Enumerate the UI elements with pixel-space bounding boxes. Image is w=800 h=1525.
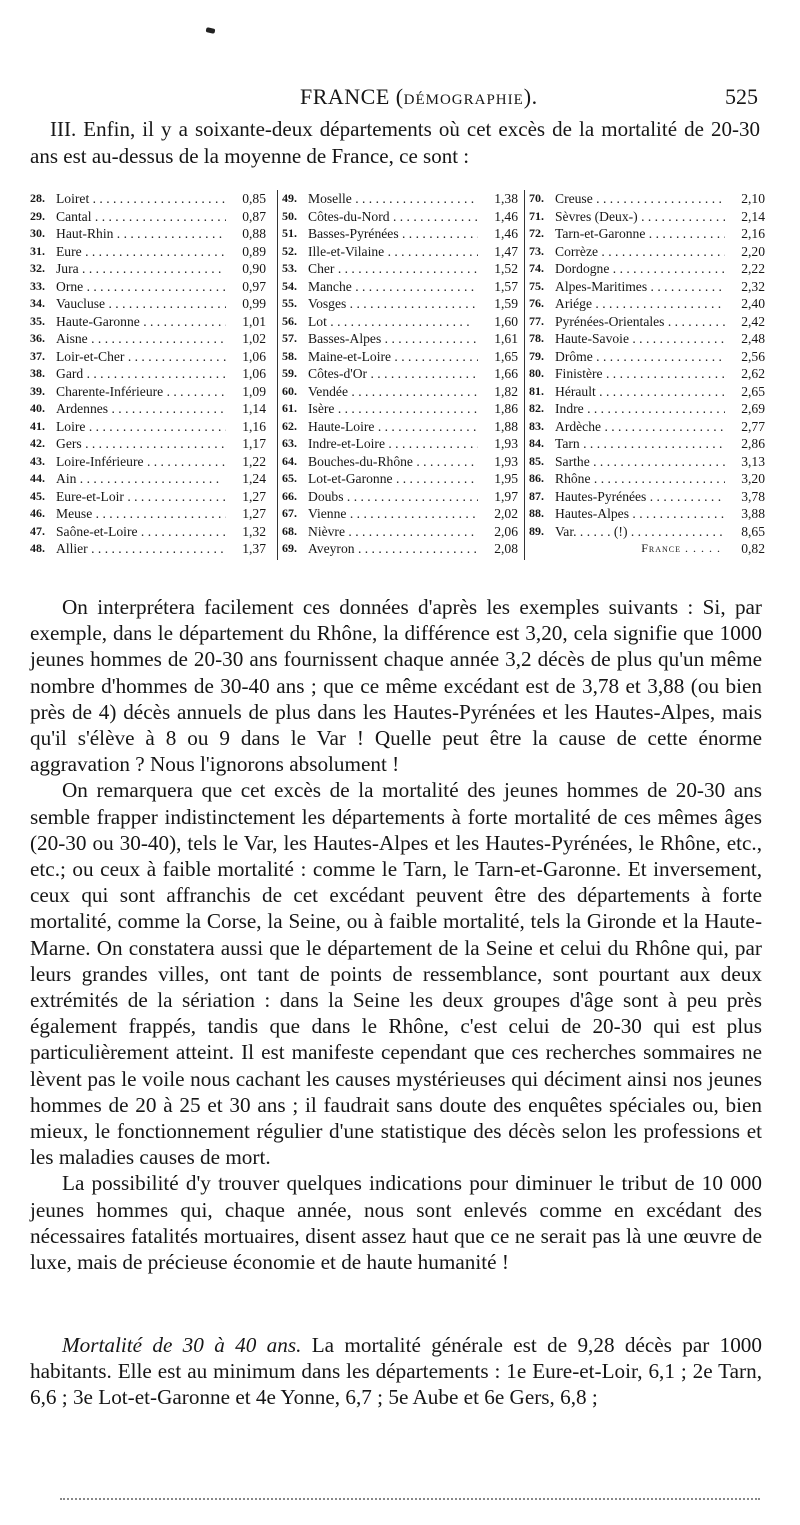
row-val: 1,61: [494, 331, 518, 346]
table-row: [282, 505, 520, 523]
paragraph: On remarquera que cet excès de la mortalité des jeunes hommes de 20-30 ans semble frapper indistinctement les départements à forte mortalité de ces mêmes âges (20-30 ou 30-40), tels le Var, les Hautes-Alpes et les Hautes-Pyrénées, le Rhône, etc., etc.; ou ceux à faible mortalité : comme le Tarn, le Tarn-et-Garonne. Et inversement, ceux qui sont affranchis de cet excédant peuvent être des départements à forte mortalité, comme la Corse, la Seine, ou à faible mortalité, tels la Gironde et la Haute-Marne. On constatera aussi que le département de la Seine et celui du Rhône qui, par leurs grandes villes, ont tant de points de ressemblance, sont pourtant aux deux extrémités de la sériation : dans la Seine les deux groupes d'âge sont à peu près également frappés, tandis que dans le Rhône, c'est celui de 20-30 qui est plus particulièrement atteint. Il est manifeste cependant que ces recherches sommaires ne lèvent pas le voile nous cachant les causes mystérieuses qui déciment ainsi nos jeunes hommes de 20 à 25 et 30 ans ; il faudrait sans doute des enquêtes spéciales ou, bien mieux, le fonctionnement régulier d'une statistique des décès selon les professions et les maladies causes de mort.: [30, 778, 762, 1170]
row-name: Drôme . . .: [555, 348, 725, 366]
row-num: 52.: [282, 243, 297, 258]
row-name: Ain . . .: [56, 470, 226, 488]
table-row: [30, 278, 268, 296]
table-row: [529, 348, 767, 366]
table-row: [30, 243, 268, 261]
row-num: 59.: [282, 366, 297, 380]
table-row: [529, 208, 767, 226]
row-name: Cher . . .: [308, 260, 478, 278]
title-end: ).: [523, 84, 538, 109]
row-name: Hautes-Pyrénées . . .: [555, 488, 725, 506]
body-text: [30, 594, 762, 1275]
row-name: Indre-et-Loire . . .: [308, 435, 478, 453]
row-val: 1,66: [494, 366, 518, 381]
row-num: 64.: [282, 453, 297, 468]
row-name: Moselle . . .: [308, 190, 478, 208]
row-name: Corrèze . . .: [555, 243, 725, 261]
row-name: Ardennes . . .: [56, 400, 226, 418]
row-num: 39.: [30, 383, 45, 398]
table-row: [282, 313, 520, 331]
row-name: Cantal . . .: [56, 208, 226, 226]
row-num: 53.: [282, 261, 297, 275]
row-val: 2,06: [494, 523, 518, 539]
row-num: 43.: [30, 453, 45, 468]
row-val: 8,65: [741, 523, 765, 539]
row-num: 46.: [30, 506, 45, 520]
row-val: 1,09: [242, 383, 266, 399]
row-num: 86.: [529, 471, 544, 485]
table-row: [529, 313, 767, 331]
row-name: Hautes-Alpes . . .: [555, 505, 725, 523]
row-num: 79.: [529, 348, 544, 363]
row-val: 2,77: [741, 418, 765, 434]
table-row: [529, 400, 767, 418]
table-row: [30, 435, 268, 453]
intro-text: III. Enfin, il y a soixante-deux départements où cet excès de la mortalité de 20-30 ans est au-dessus de la moyenne de France, ce sont :: [30, 117, 760, 168]
row-name: Maine-et-Loire . . .: [308, 348, 478, 366]
row-name: Haute-Savoie . . .: [555, 330, 725, 348]
row-name: Lot-et-Garonne . . .: [308, 470, 478, 488]
row-num: 41.: [30, 418, 45, 433]
row-val: 1,06: [242, 366, 266, 381]
row-name: Vendée . . .: [308, 383, 478, 401]
row-name: Orne . . .: [56, 278, 226, 296]
row-name: Tarn . . .: [555, 435, 725, 453]
table-row: [282, 453, 520, 471]
bottom-rule: [60, 1498, 760, 1500]
row-val: 1,06: [242, 348, 266, 364]
row-num: 31.: [30, 243, 45, 258]
row-name: Isère . . .: [308, 400, 478, 418]
row-name: Saône-et-Loire . . .: [56, 523, 226, 541]
table-column-2: [277, 190, 520, 560]
row-name: Pyrénées-Orientales . . .: [555, 313, 725, 331]
row-val: 1,97: [494, 488, 518, 504]
row-num: 29.: [30, 208, 45, 223]
row-num: 48.: [30, 541, 45, 555]
row-num: 72.: [529, 226, 544, 240]
row-num: 65.: [282, 471, 297, 485]
table-column-1: [30, 190, 268, 560]
table-row: [282, 540, 520, 558]
row-name: Bouches-du-Rhône . . .: [308, 453, 478, 471]
row-val: 2,42: [741, 313, 765, 329]
row-val: 2,32: [741, 278, 765, 294]
row-name: Tarn-et-Garonne . . .: [555, 225, 725, 243]
total-value: 0,82: [741, 541, 765, 556]
table-row: [282, 365, 520, 383]
row-num: 69.: [282, 541, 297, 555]
table-row: [30, 313, 268, 331]
row-name: Charente-Inférieure . . .: [56, 383, 226, 401]
row-val: 2,16: [741, 226, 765, 241]
table-row: [30, 365, 268, 383]
row-name: Lot . . .: [308, 313, 478, 331]
row-num: 30.: [30, 226, 45, 240]
row-num: 55.: [282, 296, 297, 310]
row-num: 58.: [282, 348, 297, 363]
table-row: [529, 383, 767, 401]
row-name: Meuse . . .: [56, 505, 226, 523]
row-num: 28.: [30, 191, 45, 205]
row-num: 82.: [529, 401, 544, 415]
row-val: 1,17: [242, 436, 266, 451]
table-row: [282, 523, 520, 541]
table-row: [282, 260, 520, 278]
table-row: [282, 243, 520, 261]
total-label: France . . .: [529, 540, 725, 558]
row-num: 78.: [529, 331, 544, 345]
row-num: 54.: [282, 278, 297, 293]
table-row: [282, 383, 520, 401]
row-name: Loiret . . .: [56, 190, 226, 208]
row-val: 1,46: [494, 226, 518, 241]
table-row: [529, 418, 767, 436]
row-num: 70.: [529, 191, 544, 205]
row-val: 0,87: [242, 208, 266, 224]
row-num: 83.: [529, 418, 544, 433]
table-row: [529, 260, 767, 278]
row-num: 71.: [529, 208, 544, 223]
table-row: [30, 295, 268, 313]
row-name: Var. . . . . . (!) . . .: [555, 523, 725, 541]
row-val: 2,69: [741, 401, 765, 416]
table-row: [282, 400, 520, 418]
row-val: 2,40: [741, 296, 765, 311]
row-name: Allier . . .: [56, 540, 226, 558]
table-row: [282, 278, 520, 296]
row-val: 1,16: [242, 418, 266, 434]
row-num: 40.: [30, 401, 45, 415]
row-val: 2,10: [741, 191, 765, 206]
table-row: [30, 348, 268, 366]
row-name: Dordogne . . .: [555, 260, 725, 278]
row-name: Jura . . .: [56, 260, 226, 278]
table-row: [529, 330, 767, 348]
row-val: 3,88: [741, 506, 765, 521]
table-row: [30, 330, 268, 348]
row-name: Sèvres (Deux-) . . .: [555, 208, 725, 226]
row-val: 1,02: [242, 331, 266, 346]
row-num: 35.: [30, 313, 45, 328]
row-name: Creuse . . .: [555, 190, 725, 208]
table-column-3: [524, 190, 767, 560]
ink-mark: [206, 27, 216, 34]
title-smallcaps: DÉMOGRAPHIE: [403, 92, 524, 108]
table-row: [30, 488, 268, 506]
row-val: 1,24: [242, 471, 266, 486]
row-name: Loire-Inférieure . . .: [56, 453, 226, 471]
row-name: Vaucluse . . .: [56, 295, 226, 313]
table-row: [30, 540, 268, 558]
row-val: 1,65: [494, 348, 518, 364]
row-val: 3,78: [741, 488, 765, 504]
row-name: Vosges . . .: [308, 295, 478, 313]
row-num: 37.: [30, 348, 45, 363]
row-val: 1,52: [494, 261, 518, 276]
row-val: 2,48: [741, 331, 765, 346]
row-num: 56.: [282, 313, 297, 328]
row-name: Loir-et-Cher . . .: [56, 348, 226, 366]
row-val: 2,14: [741, 208, 765, 224]
row-val: 0,97: [242, 278, 266, 294]
row-num: 80.: [529, 366, 544, 380]
paragraph: La possibilité d'y trouver quelques indications pour diminuer le tribut de 10 000 jeunes hommes qui, chaque année, nous sont enlevés comme en excédant des nécessaires fatalités mortuaires, disent assez haut que ce ne serait pas là une œuvre de luxe, mais de précieuse économie et de haute humanité !: [30, 1171, 762, 1275]
row-val: 1,93: [494, 453, 518, 469]
table-row: [282, 208, 520, 226]
row-num: 38.: [30, 366, 45, 380]
row-val: 2,62: [741, 366, 765, 381]
title-main: FRANCE (: [300, 84, 404, 109]
row-name: Ardèche . . .: [555, 418, 725, 436]
table-row: [30, 505, 268, 523]
row-val: 1,86: [494, 401, 518, 416]
row-num: 32.: [30, 261, 45, 275]
table-row: [529, 365, 767, 383]
row-name: Aisne . . .: [56, 330, 226, 348]
row-val: 1,46: [494, 208, 518, 224]
row-num: 49.: [282, 191, 297, 205]
row-name: Côtes-d'Or . . .: [308, 365, 478, 383]
row-name: Basses-Alpes . . .: [308, 330, 478, 348]
row-name: Aveyron . . .: [308, 540, 478, 558]
row-name: Haut-Rhin . . .: [56, 225, 226, 243]
departments-table: [30, 190, 765, 562]
section-text: La mortalité générale est de 9,28 décès par 1000 habitants. Elle est au minimum dans les départements : 1e Eure-et-Loir, 6,1 ; 2e Tarn, 6,6 ; 3e Lot-et-Garonne et 4e Yonne, 6,7 ; 5e Aube et 6e Gers, 6,8 ;: [30, 1333, 762, 1410]
row-num: 75.: [529, 278, 544, 293]
table-row: [30, 523, 268, 541]
row-num: 61.: [282, 401, 297, 415]
table-row: [529, 505, 767, 523]
table-row: [282, 348, 520, 366]
table-row: [282, 435, 520, 453]
table-row: [529, 278, 767, 296]
table-row: [529, 295, 767, 313]
row-num: 84.: [529, 436, 544, 450]
row-num: 45.: [30, 488, 45, 503]
row-name: Eure-et-Loir . . .: [56, 488, 226, 506]
page-number: 525: [725, 84, 758, 109]
row-val: 0,88: [242, 226, 266, 241]
row-name: Hérault . . .: [555, 383, 725, 401]
table-row: [529, 243, 767, 261]
row-val: 1,14: [242, 401, 266, 416]
row-name: Alpes-Maritimes . . .: [555, 278, 725, 296]
row-val: 1,27: [242, 488, 266, 504]
table-row: [30, 470, 268, 488]
row-val: 2,65: [741, 383, 765, 399]
row-val: 0,99: [242, 296, 266, 311]
row-num: 74.: [529, 261, 544, 275]
running-header: [30, 84, 760, 110]
row-val: 2,08: [494, 541, 518, 556]
row-val: 1,01: [242, 313, 266, 329]
row-num: 66.: [282, 488, 297, 503]
row-num: 76.: [529, 296, 544, 310]
section-heading: Mortalité de 30 à 40 ans.: [62, 1333, 302, 1357]
row-name: Nièvre . . .: [308, 523, 478, 541]
row-val: 1,47: [494, 243, 518, 259]
row-val: 1,93: [494, 436, 518, 451]
row-num: 88.: [529, 506, 544, 520]
row-num: 60.: [282, 383, 297, 398]
row-name: Rhône . . .: [555, 470, 725, 488]
row-val: 1,32: [242, 523, 266, 539]
row-val: 1,22: [242, 453, 266, 469]
paragraph: On interprétera facilement ces données d'après les exemples suivants : Si, par exemple, dans le département du Rhône, la différence est 3,20, cela signifie que 1000 jeunes hommes de 20-30 ans fournissent chaque année 3,2 décès de plus qu'un même nombre d'hommes de 30-40 ans ; que ce même excédant est de 3,78 et 3,88 (ou bien près de 4) décès annuels de plus dans les Hautes-Pyrénées et les Hautes-Alpes, mais qu'il s'élève à 8 ou 9 dans le Var ! Quelle peut être la cause de cette énorme aggravation ? Nous l'ignorons absolument !: [30, 595, 762, 777]
row-num: 67.: [282, 506, 297, 520]
table-row: [282, 470, 520, 488]
table-row: [30, 190, 268, 208]
table-row: [282, 225, 520, 243]
row-val: 1,27: [242, 506, 266, 521]
table-row: [529, 470, 767, 488]
table-row: [30, 400, 268, 418]
row-val: 2,56: [741, 348, 765, 364]
row-val: 2,22: [741, 261, 765, 276]
intro-paragraph: [30, 116, 760, 170]
row-num: 36.: [30, 331, 45, 345]
row-val: 1,59: [494, 296, 518, 311]
table-row: [282, 190, 520, 208]
mortality-paragraph: [30, 1332, 762, 1411]
row-name: Haute-Loire . . .: [308, 418, 478, 436]
row-num: 81.: [529, 383, 544, 398]
row-val: 1,57: [494, 278, 518, 294]
row-num: 85.: [529, 453, 544, 468]
row-val: 2,86: [741, 436, 765, 451]
row-val: 1,95: [494, 471, 518, 486]
row-name: Manche . . .: [308, 278, 478, 296]
row-val: 0,90: [242, 261, 266, 276]
row-val: 1,60: [494, 313, 518, 329]
row-name: Sarthe . . .: [555, 453, 725, 471]
table-row: [529, 488, 767, 506]
row-num: 47.: [30, 523, 45, 538]
table-row: [282, 488, 520, 506]
row-num: 63.: [282, 436, 297, 450]
table-row: [30, 383, 268, 401]
table-row: [30, 453, 268, 471]
row-val: 3,13: [741, 453, 765, 469]
row-name: Gers . . .: [56, 435, 226, 453]
row-name: Ille-et-Vilaine . . .: [308, 243, 478, 261]
table-row: [282, 330, 520, 348]
total-row: [529, 540, 767, 558]
row-name: Côtes-du-Nord . . .: [308, 208, 478, 226]
row-num: 34.: [30, 296, 45, 310]
row-num: 89.: [529, 523, 544, 538]
row-val: 1,38: [494, 191, 518, 206]
mortality-section: [30, 1332, 762, 1411]
table-row: [529, 453, 767, 471]
row-num: 57.: [282, 331, 297, 345]
row-name: Gard . . .: [56, 365, 226, 383]
row-val: 2,20: [741, 243, 765, 259]
row-val: 0,85: [242, 191, 266, 206]
row-num: 44.: [30, 471, 45, 485]
row-val: 2,02: [494, 506, 518, 521]
row-num: 51.: [282, 226, 297, 240]
row-num: 73.: [529, 243, 544, 258]
row-num: 87.: [529, 488, 544, 503]
row-name: Basses-Pyrénées . . .: [308, 225, 478, 243]
row-name: Haute-Garonne . . .: [56, 313, 226, 331]
row-name: Loire . . .: [56, 418, 226, 436]
table-row: [282, 295, 520, 313]
page-title: [300, 84, 538, 110]
table-row: [529, 225, 767, 243]
table-row: [529, 190, 767, 208]
row-name: Ariége . . .: [555, 295, 725, 313]
row-name: Finistère . . .: [555, 365, 725, 383]
table-row: [529, 523, 767, 541]
table-row: [282, 418, 520, 436]
row-num: 42.: [30, 436, 45, 450]
row-val: 1,37: [242, 541, 266, 556]
row-num: 68.: [282, 523, 297, 538]
table-row: [30, 225, 268, 243]
table-row: [30, 260, 268, 278]
row-name: Eure . . .: [56, 243, 226, 261]
row-name: Doubs . . .: [308, 488, 478, 506]
row-num: 33.: [30, 278, 45, 293]
row-name: Indre . . .: [555, 400, 725, 418]
table-row: [529, 435, 767, 453]
row-val: 1,82: [494, 383, 518, 399]
row-num: 62.: [282, 418, 297, 433]
row-num: 50.: [282, 208, 297, 223]
table-row: [30, 208, 268, 226]
row-val: 1,88: [494, 418, 518, 434]
row-name: Vienne . . .: [308, 505, 478, 523]
table-row: [30, 418, 268, 436]
row-num: 77.: [529, 313, 544, 328]
row-val: 0,89: [242, 243, 266, 259]
row-val: 3,20: [741, 471, 765, 486]
